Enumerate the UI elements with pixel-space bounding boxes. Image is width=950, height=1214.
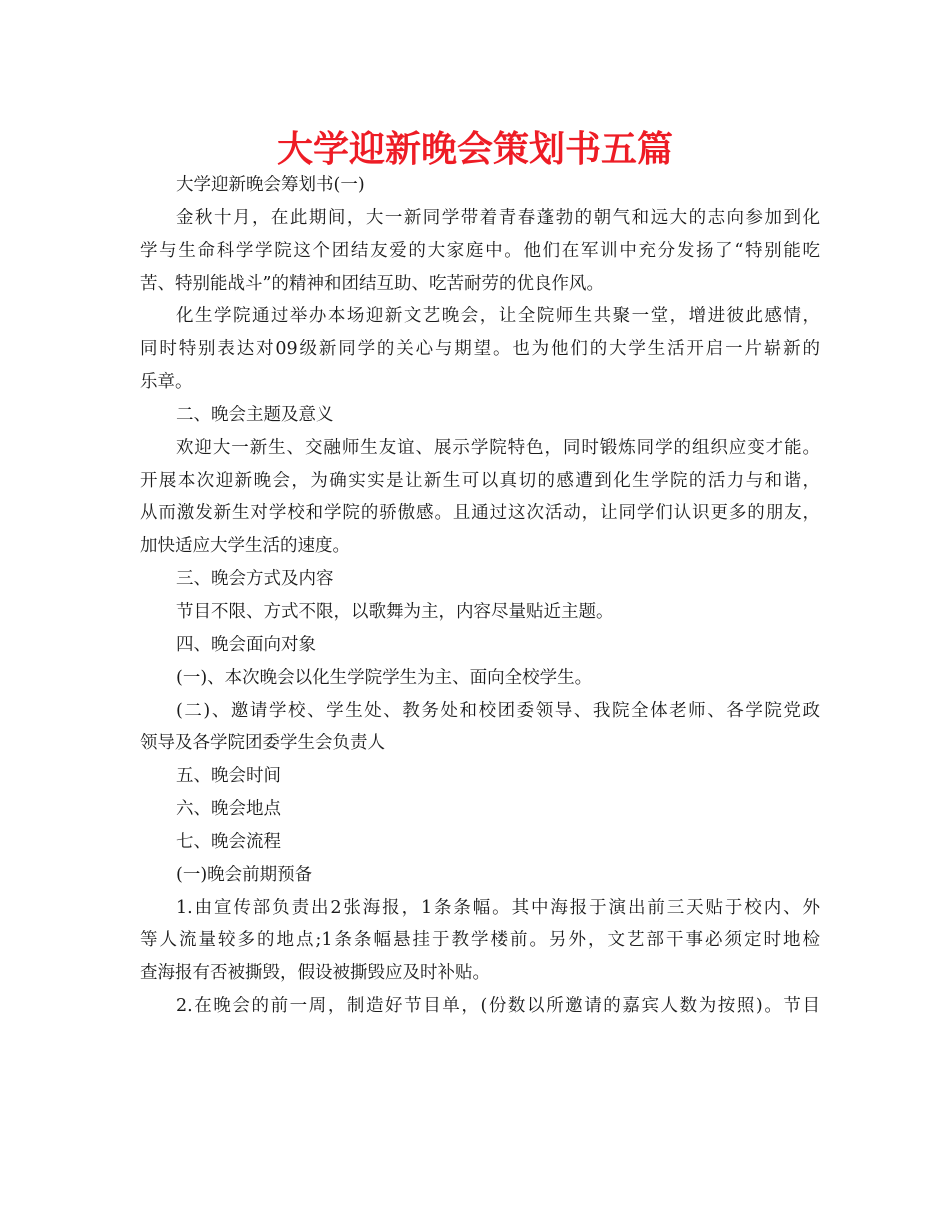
section-heading: 五、晚会时间 xyxy=(176,766,281,787)
paragraph-line: 1.由宣传部负责出2张海报，1条条幅。其中海报于演出前三天贴于校内、外 xyxy=(176,897,820,918)
paragraph-line: 2.在晚会的前一周，制造好节目单，(份数以所邀请的嘉宾人数为按照)。节目 xyxy=(176,996,820,1017)
section-heading: 六、晚会地点 xyxy=(176,799,281,820)
paragraph-line: 乐章。 xyxy=(140,372,193,393)
paragraph-line: 领导及各学院团委学生会负责人 xyxy=(140,733,385,754)
paragraph-line: 从而激发新生对学校和学院的骄傲感。且通过这次活动，让同学们认识更多的朋友， xyxy=(140,503,820,524)
paragraph-line: 等人流量较多的地点;1条条幅悬挂于教学楼前。另外，文艺部干事必须定时地检 xyxy=(140,930,820,951)
paragraph-line: 金秋十月，在此期间，大一新同学带着青春蓬勃的朝气和远大的志向参加到化 xyxy=(176,207,820,228)
paragraph-line: 加快适应大学生活的速度。 xyxy=(140,536,350,557)
paragraph-line: 节目不限、方式不限，以歌舞为主，内容尽量贴近主题。 xyxy=(176,601,614,622)
section-heading: 三、晚会方式及内容 xyxy=(176,569,334,590)
paragraph-line: 化生学院通过举办本场迎新文艺晚会，让全院师生共聚一堂，增进彼此感情， xyxy=(176,306,820,327)
paragraph-line: 苦、特别能战斗”的精神和团结互助、吃苦耐劳的优良作风。 xyxy=(140,273,604,294)
section-heading: 七、晚会流程 xyxy=(176,831,281,852)
paragraph-line: (一)、本次晚会以化生学院学生为主、面向全校学生。 xyxy=(176,667,593,688)
paragraph-line: 同时特别表达对09级新同学的关心与期望。也为他们的大学生活开启一片崭新的 xyxy=(140,339,820,360)
section-heading: 二、晚会主题及意义 xyxy=(176,404,334,425)
paragraph-line: 欢迎大一新生、交融师生友谊、展示学院特色，同时锻炼同学的组织应变才能。 xyxy=(176,437,820,458)
paragraph-line: 开展本次迎新晚会，为确实实是让新生可以真切的感遭到化生学院的活力与和谐， xyxy=(140,470,820,491)
paragraph-line: (二)、邀请学校、学生处、教务处和校团委领导、我院全体老师、各学院党政 xyxy=(176,700,820,721)
paragraph-line: 学与生命科学学院这个团结友爱的大家庭中。他们在军训中充分发扬了“特别能吃 xyxy=(140,240,820,261)
paragraph-line: 查海报有否被撕毁，假设被撕毁应及时补贴。 xyxy=(140,963,490,984)
document-body xyxy=(140,169,820,1023)
section-heading: 四、晚会面向对象 xyxy=(176,634,316,655)
subsection-heading: (一)晚会前期预备 xyxy=(176,864,313,885)
document-title: 大学迎新晚会策划书五篇 xyxy=(276,129,673,170)
subtitle-line: 大学迎新晚会筹划书(一) xyxy=(176,175,365,195)
